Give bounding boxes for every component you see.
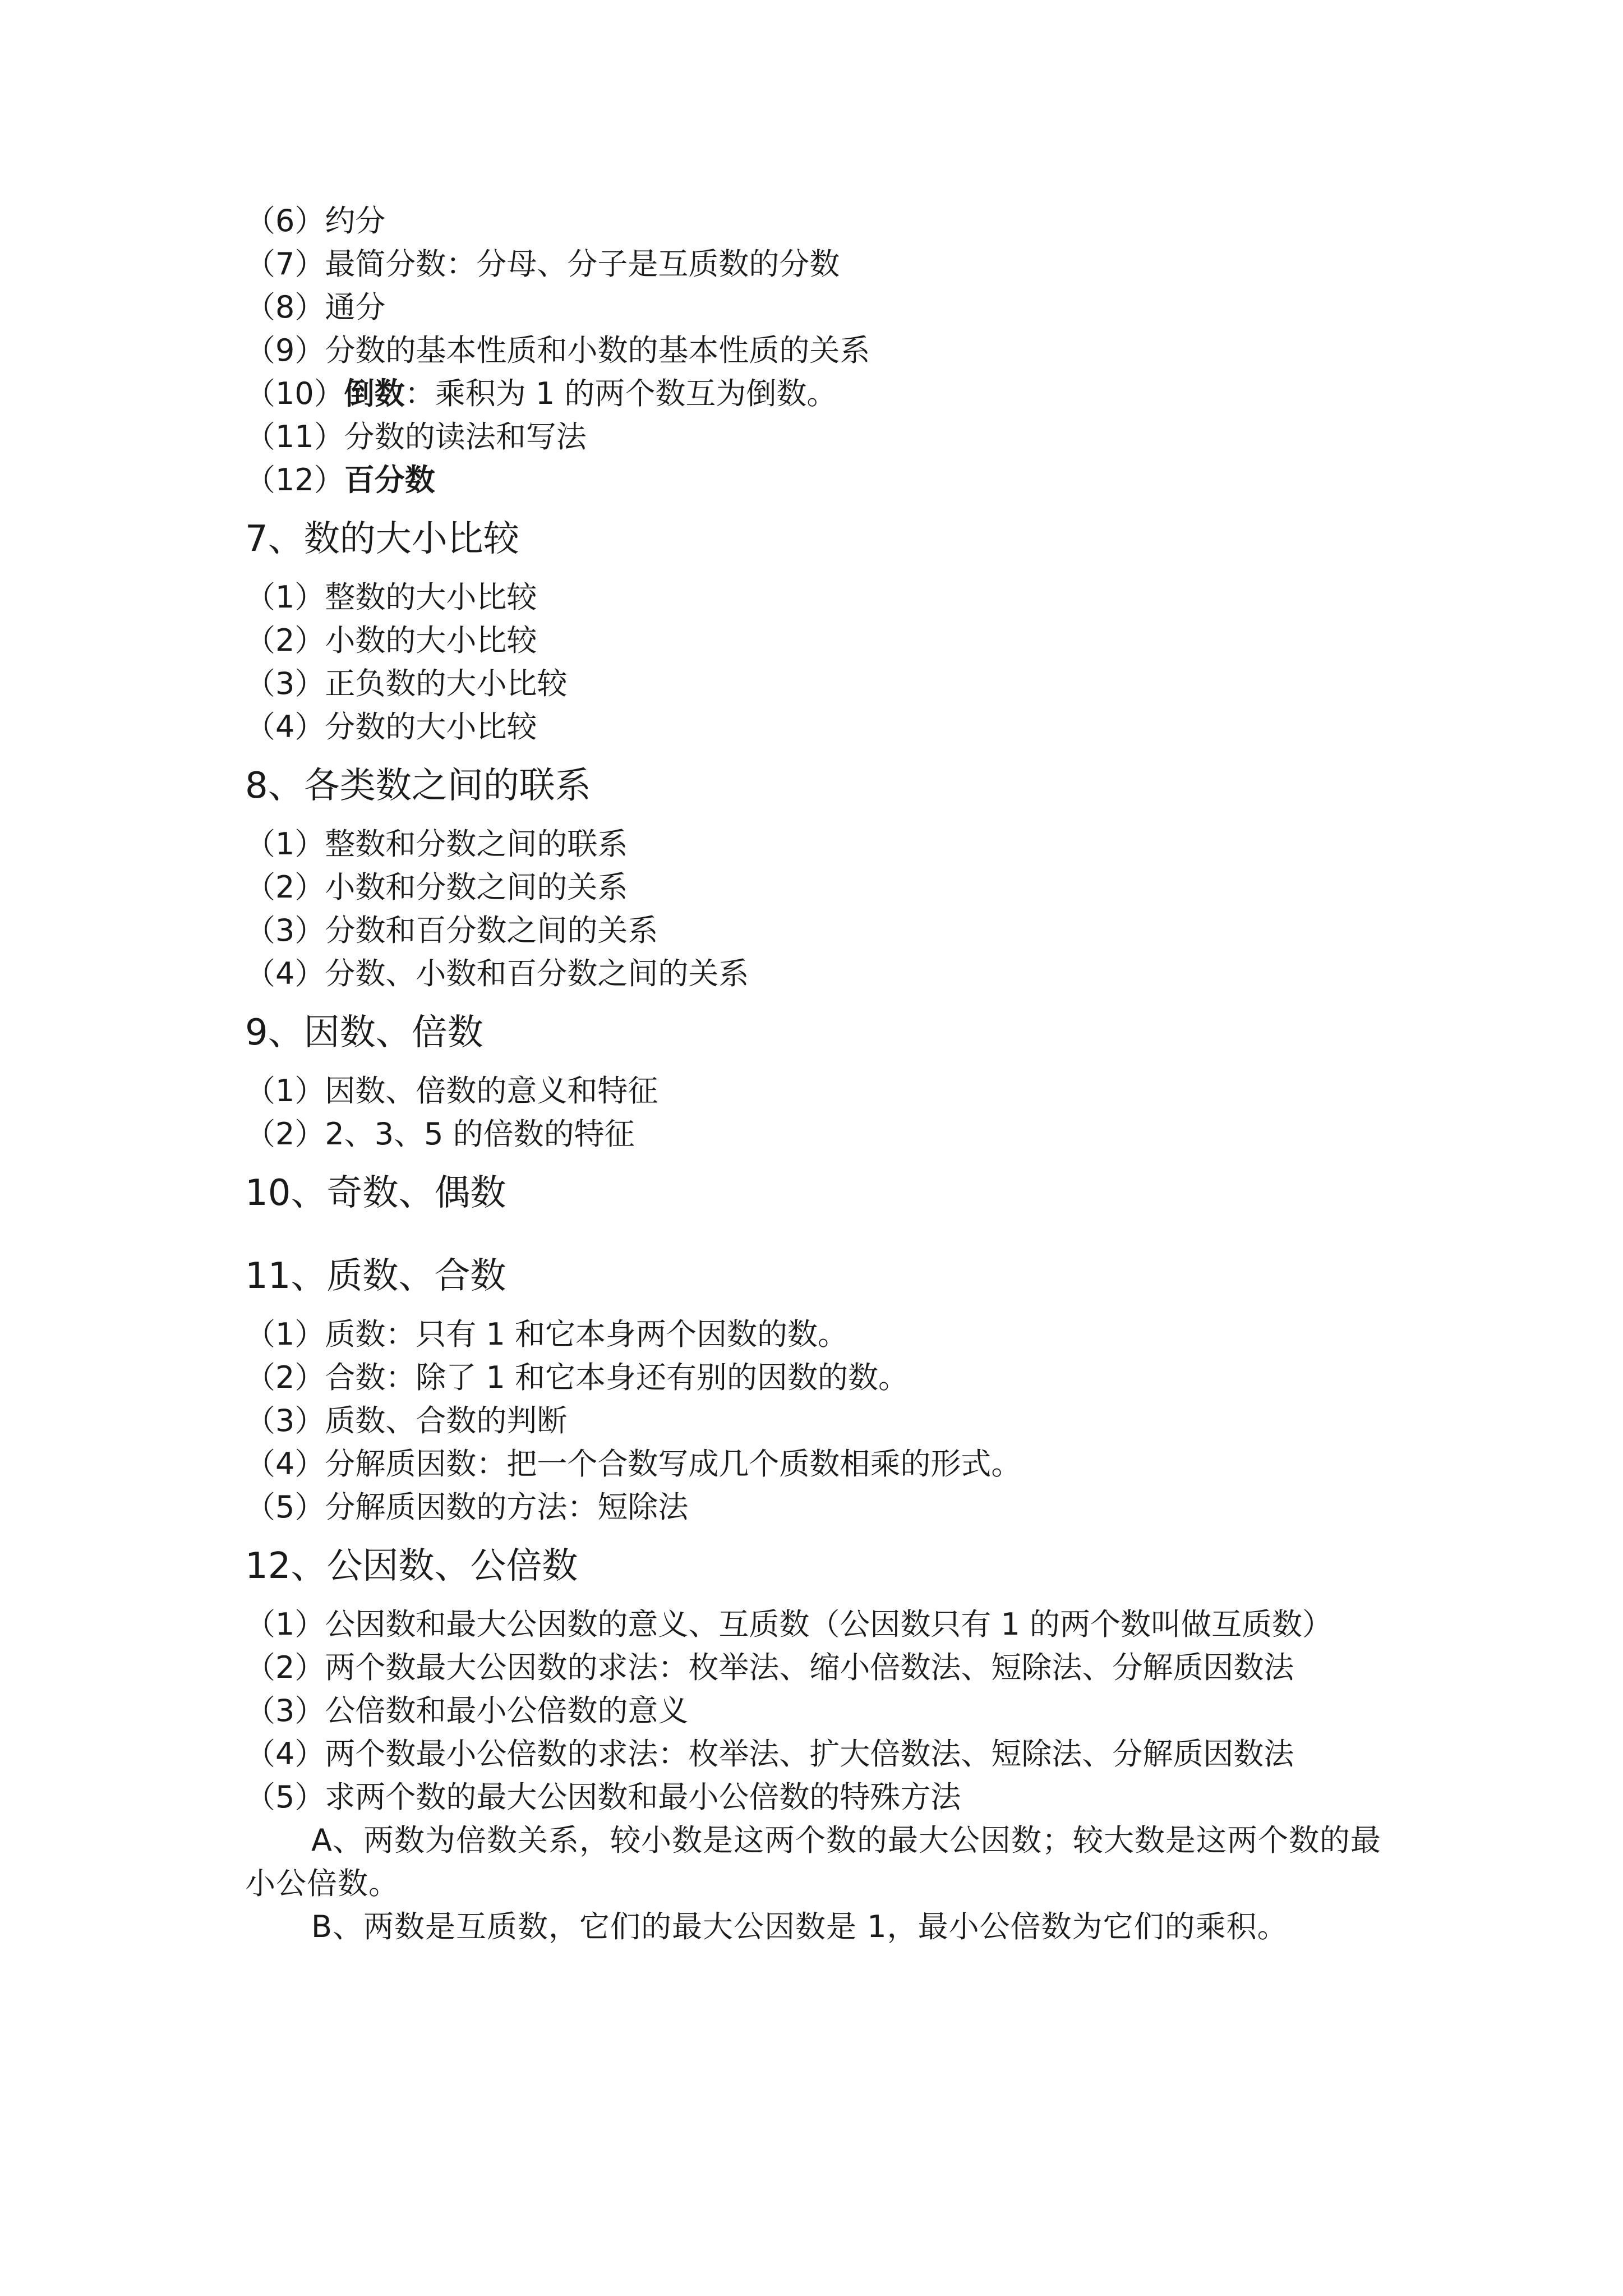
section-heading: 9、因数、倍数 [245, 1012, 483, 1053]
list-item: （3）分数和百分数之间的关系 [245, 913, 658, 948]
item-text: 分数的基本性质和小数的基本性质的关系 [325, 333, 870, 368]
list-item: （2）2、3、5 的倍数的特征 [245, 1116, 635, 1152]
item-text: 分数的读法和写法 [344, 419, 587, 454]
list-item: （1）整数的大小比较 [245, 579, 537, 615]
item-number: （7） [245, 246, 325, 282]
paragraph: B、两数是互质数，它们的最大公因数是 1，最小公倍数为它们的乘积。 [311, 1909, 1288, 1944]
list-item: （2）小数和分数之间的关系 [245, 869, 628, 905]
list-item: （1）整数和分数之间的联系 [245, 826, 628, 862]
item-bold-term: 百分数 [344, 462, 435, 498]
item-bold-term: 倒数 [344, 376, 405, 411]
list-item: （1）质数：只有 1 和它本身两个因数的数。 [245, 1317, 849, 1352]
list-item [245, 372, 1389, 415]
list-item: （2）两个数最大公因数的求法：枚举法、缩小倍数法、短除法、分解质因数法 [245, 1650, 1294, 1685]
list-item: （2）小数的大小比较 [245, 623, 537, 658]
list-item: （3）质数、合数的判断 [245, 1403, 568, 1438]
list-item [245, 329, 1389, 372]
item-number: （11） [245, 419, 344, 454]
section-heading: 8、各类数之间的联系 [245, 765, 591, 807]
list-item [245, 242, 1389, 286]
list-item [245, 458, 1389, 501]
list-item: （5）求两个数的最大公因数和最小公倍数的特殊方法 [245, 1779, 961, 1815]
list-item: （1）公因数和最大公因数的意义、互质数（公因数只有 1 的两个数叫做互质数） [245, 1607, 1333, 1642]
item-number: （8） [245, 289, 325, 325]
item-number: （6） [245, 203, 325, 238]
item-number: （9） [245, 333, 325, 368]
list-item: （1）因数、倍数的意义和特征 [245, 1073, 658, 1108]
section-heading: 11、质数、合数 [245, 1255, 506, 1297]
paragraph: A、两数为倍数关系，较小数是这两个数的最大公因数；较大数是这两个数的最小公倍数。 [245, 1823, 1381, 1901]
list-item: （4）两个数最小公倍数的求法：枚举法、扩大倍数法、短除法、分解质因数法 [245, 1736, 1294, 1772]
item-text: 通分 [325, 289, 386, 325]
item-text: 最简分数：分母、分子是互质数的分数 [325, 246, 840, 282]
item-text: ：乘积为 1 的两个数互为倒数。 [404, 376, 837, 411]
list-item [245, 415, 1389, 458]
list-item: （4）分解质因数：把一个合数写成几个质数相乘的形式。 [245, 1446, 1022, 1481]
list-item [245, 199, 1389, 242]
section-heading: 12、公因数、公倍数 [245, 1545, 578, 1587]
list-item: （3）正负数的大小比较 [245, 666, 568, 701]
list-item [245, 286, 1389, 329]
item-number: （10） [245, 376, 344, 411]
list-item: （3）公倍数和最小公倍数的意义 [245, 1693, 689, 1728]
section-heading: 10、奇数、偶数 [245, 1172, 506, 1214]
list-item: （2）合数：除了 1 和它本身还有别的因数的数。 [245, 1360, 909, 1395]
item-text: 约分 [325, 203, 386, 238]
list-item: （5）分解质因数的方法：短除法 [245, 1489, 689, 1525]
section-heading: 7、数的大小比较 [245, 518, 519, 560]
list-item: （4）分数的大小比较 [245, 709, 537, 744]
list-item: （4）分数、小数和百分数之间的关系 [245, 956, 749, 991]
item-number: （12） [245, 462, 344, 498]
document-content [245, 199, 1389, 1948]
